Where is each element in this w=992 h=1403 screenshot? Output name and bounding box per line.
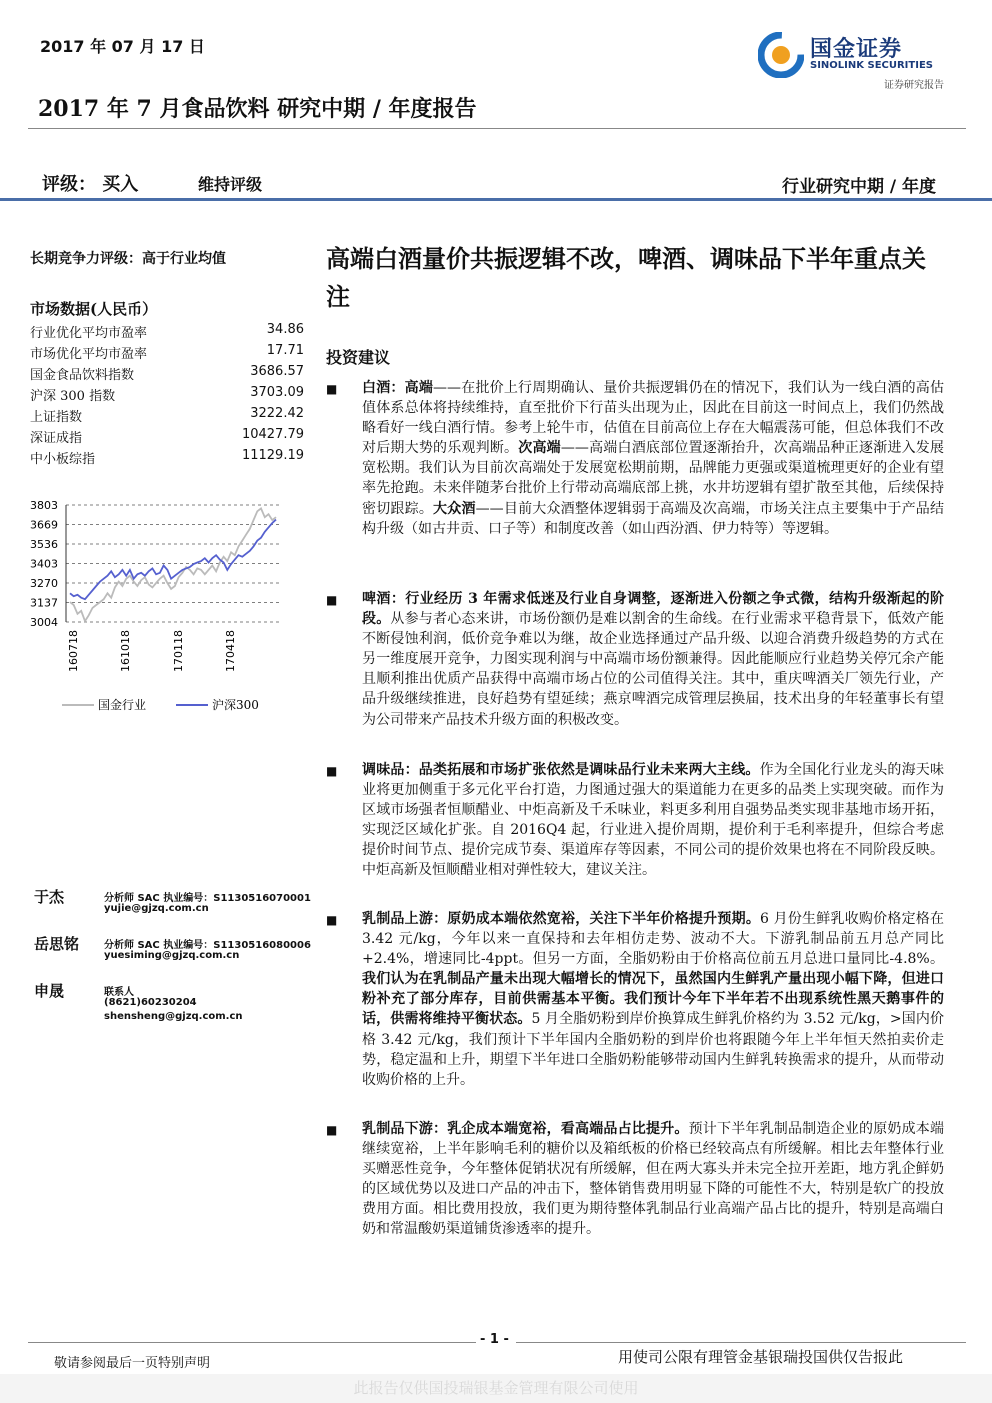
- bullet-marker: ■: [326, 913, 338, 927]
- footer-disclaimer: 敬请参阅最后一页特别声明: [54, 1356, 211, 1371]
- x-tick-label: 170418: [224, 630, 237, 672]
- market-value: 34.86: [266, 322, 304, 337]
- analyst-phone: (8621)60230204: [104, 997, 197, 1008]
- y-tick-label: 3137: [30, 596, 58, 610]
- paragraph-condiment: [362, 760, 944, 881]
- analyst-role: 分析师 SAC 执业编号：S1130516080006: [104, 940, 311, 951]
- para-text: ——高端白酒底部位置逐渐抬升，次高端品种正逐渐进入发展宽松期。我们认为目前次高端处于发展宽松期前期，品牌能力更强或渠道梳理更好的企业有望率先抢跑。未来伴随茅台批价上行带动高端底部上挑，水井坊逻辑有望扩散至其他，后续保持密切跟踪。: [362, 440, 945, 517]
- rating-note: 维持评级: [198, 175, 263, 194]
- para-lead: 调味品：品类拓展和市场扩张依然是调味品行业未来两大主线。: [362, 762, 760, 778]
- y-tick-label: 3004: [30, 616, 58, 629]
- paragraph-dairy-downstream: [362, 1119, 944, 1240]
- market-value: 3703.09: [250, 385, 304, 400]
- report-date: 2017 年 07 月 17 日: [40, 37, 205, 56]
- para-text: 5 月全脂奶粉到岸价换算成生鲜乳价格约为 3.52 元/kg，>国内价格 3.42 元/kg，我们预计下半年国内全脂奶粉的到岸价也将跟随今年上半年恒天然拍卖价走势，稳定温和上升，期望下半年进口全脂奶粉能够带动国内生鲜乳转换需求的提升，从而带动收购价格的上升。: [362, 1011, 944, 1088]
- market-label: 上证指数: [30, 410, 83, 425]
- market-row: [30, 364, 308, 385]
- para-text: 从参与者心态来讲，市场份额仍是难以割舍的生命线。在行业需求平稳背景下，低效产能不断侵蚀利润，低价竞争难以为继，故企业选择通过产品升级、以迎合消费升级趋势的方式在另一维度展开竞争，力图实现利润与中高端市场份额兼得。因此能顺应行业趋势关停冗余产能且顺利推出优质产品获得中高端市场占位的公司值得关注。其中，重庆啤酒关厂领先行业，产品升级继续推进，良好趋势有望延续；燕京啤酒完成管理层换届，技术出身的年轻董事长有望为公司带来产品技术升级方面的积极改变。: [362, 611, 945, 728]
- section-title: 投资建议: [326, 348, 391, 367]
- legend-label: 国金行业: [98, 698, 147, 712]
- market-value: 10427.79: [241, 427, 304, 442]
- market-row: [30, 385, 308, 406]
- logo-name-cn: 国金证券: [810, 37, 903, 62]
- y-tick-label: 3536: [30, 538, 58, 551]
- market-row: [30, 406, 308, 427]
- market-value: 11129.19: [241, 448, 304, 463]
- market-value: 17.71: [266, 343, 304, 358]
- market-row: [30, 343, 308, 364]
- page-number: - 1 -: [480, 1332, 509, 1347]
- paragraph-dairy-upstream: [362, 909, 944, 1090]
- market-label: 深证成指: [30, 431, 83, 446]
- market-label: 国金食品饮料指数: [30, 368, 135, 383]
- para-lead: 次高端: [518, 440, 561, 457]
- report-type: 行业研究中期 / 年度: [781, 177, 936, 197]
- market-label: 市场优化平均市盈率: [30, 347, 148, 362]
- x-tick-label: 161018: [119, 630, 132, 672]
- sinolink-logo: [758, 30, 948, 94]
- footer-divider-left: [28, 1342, 476, 1343]
- paragraph-beer: [362, 589, 944, 730]
- x-tick-label: 170118: [172, 630, 185, 672]
- para-lead: 我们认为在乳制品产量未出现大幅增长的情况下，虽然国内生鲜乳产量出现小幅下降，但进口粉补充了部分库存，目前供需基本平衡。我们预计今年下半年若不出现系统性黑天鹅事件的话，供需将维持平衡状态。: [362, 971, 944, 1028]
- x-tick-label: 160718: [67, 630, 80, 672]
- para-lead: 乳制品上游：原奶成本端依然宽裕，关注下半年价格提升预期。: [362, 911, 761, 927]
- headline: 高端白酒量价共振逻辑不改，啤酒、调味品下半年重点关注: [326, 244, 926, 311]
- market-data-title: 市场数据(人民币）: [30, 300, 158, 318]
- para-text: ——在批价上行周期确认、量价共振逻辑仍在的情况下，我们认为一线白酒的高估值体系总体将持续维持，直至批价下行苗头出现为止，因此在目前这一时间点上，我们仍然战略看好一线白酒行情。参考上轮牛市，估值在目前高位上存在大幅震荡可能，但总体我们不改对后期大势的乐观判断。: [362, 380, 945, 457]
- analyst-email: shensheng@gjzq.com.cn: [104, 1011, 243, 1022]
- legend-label: 沪深300: [212, 698, 259, 712]
- bullet-marker: ■: [326, 1123, 338, 1137]
- paragraph-baijiu: [362, 378, 944, 539]
- header-accent-bar: [0, 198, 992, 201]
- footer-divider-right: [516, 1342, 966, 1343]
- bullet-marker: ■: [326, 593, 338, 607]
- logo-subtitle: 证券研究报告: [884, 80, 944, 91]
- analyst-name: 岳思铭: [34, 935, 80, 953]
- analyst-email: yuesiming@gjzq.com.cn: [104, 950, 240, 961]
- y-tick-label: 3803: [30, 499, 58, 512]
- para-lead: 乳制品下游：乳企成本端宽裕，看高端品占比提升。: [362, 1121, 689, 1137]
- y-tick-label: 3669: [30, 518, 58, 532]
- analyst-role: 分析师 SAC 执业编号：S1130516070001: [104, 893, 311, 904]
- market-value: 3686.57: [250, 364, 304, 379]
- series-line: [70, 508, 276, 621]
- market-row: [30, 427, 308, 448]
- header-divider: [28, 128, 966, 129]
- index-line-chart: [28, 495, 288, 725]
- y-tick-label: 3403: [30, 557, 58, 571]
- para-text: 6 月份生鲜乳收购价格定格在 3.42 元/kg，今年以来一直保持和去年相仿走势、波动不大。下游乳制品前五月总产同比+2.4%，增速同比-4ppt。但另一方面，全脂奶粉由于价格高位前五月总进口量同比-4.8%。: [362, 911, 945, 968]
- rating: 评级： 买入: [42, 174, 139, 195]
- logo-name-en: SINOLINK SECURITIES: [810, 60, 933, 71]
- market-label: 中小板综指: [30, 452, 96, 467]
- market-row: [30, 322, 308, 343]
- analyst-name: 于杰: [34, 888, 65, 906]
- report-title: 2017 年 7 月食品饮料 研究中期 / 年度报告: [38, 96, 477, 122]
- analyst-name: 申晟: [34, 982, 65, 1000]
- market-label: 行业优化平均市盈率: [30, 326, 148, 341]
- para-lead: 大众酒: [433, 500, 476, 517]
- para-text: 作为全国化行业龙头的海天味业将更加侧重于多元化平台打造，力图通过强大的渠道能力在更多的品类上实现突破。而作为区域市场强者恒顺醋业、中炬高新及千禾味业，料更多利用自强势品类实现非基地市场开拓，实现泛区域化扩张。自 2016Q4 起，行业进入提价周期，提价利于毛利率提升，但综合考虑提价时间节点、提价完成节奏、渠道库存等因素，不同公司的提价效果也将在不同阶段反映。中炬高新及恒顺醋业相对弹性较大，建议关注。: [362, 762, 945, 879]
- analyst-role: 联系人: [104, 987, 134, 998]
- competitive-rating: 长期竞争力评级：高于行业均值: [30, 251, 226, 267]
- analyst-email: yujie@gjzq.com.cn: [104, 903, 209, 914]
- market-value: 3222.42: [250, 406, 304, 421]
- bullet-marker: ■: [326, 764, 338, 778]
- footer-watermark: 此报告仅供国投瑞银基金管理有限公司使用: [0, 1374, 992, 1403]
- para-text: 预计下半年乳制品制造企业的原奶成本端继续宽裕，上半年影响毛利的糖价以及箱纸板的价格已经较高点有所缓解。相比去年整体行业买赠恶性竞争，今年整体促销状况有所缓解，但在两大寡头并未完全拉开差距，地方乳企鲜奶的区域优势以及进口产品的冲击下，整体销售费用明显下降的可能性不大，特别是软广的投放费用方面。相比费用投放，我们更为期待整体乳制品行业高端产品占比的提升，特别是高端白奶和常温酸奶渠道铺货渗透率的提升。: [362, 1121, 945, 1238]
- bullet-marker: ■: [326, 382, 338, 396]
- market-data-table: [30, 322, 308, 469]
- logo-mark-icon: [758, 32, 804, 78]
- y-tick-label: 3270: [30, 577, 58, 590]
- para-lead: 白酒：高端: [362, 380, 434, 396]
- para-lead: 啤酒：行业经历 3 年需求低迷及行业自身调整，逐渐进入份额之争式微，结构升级渐起的阶段。: [362, 591, 944, 628]
- footer-mirrored-text: 用使司公限有理管金基银瑞投国供仅告报此: [618, 1348, 904, 1366]
- market-row: [30, 448, 308, 469]
- market-label: 沪深 300 指数: [30, 389, 116, 404]
- para-text: ——目前大众酒整体逻辑弱于高端及次高端，市场关注点主要集中于产品结构升级（如古井贡、口子等）和制度改善（如山西汾酒、伊力特等）等逻辑。: [362, 500, 945, 537]
